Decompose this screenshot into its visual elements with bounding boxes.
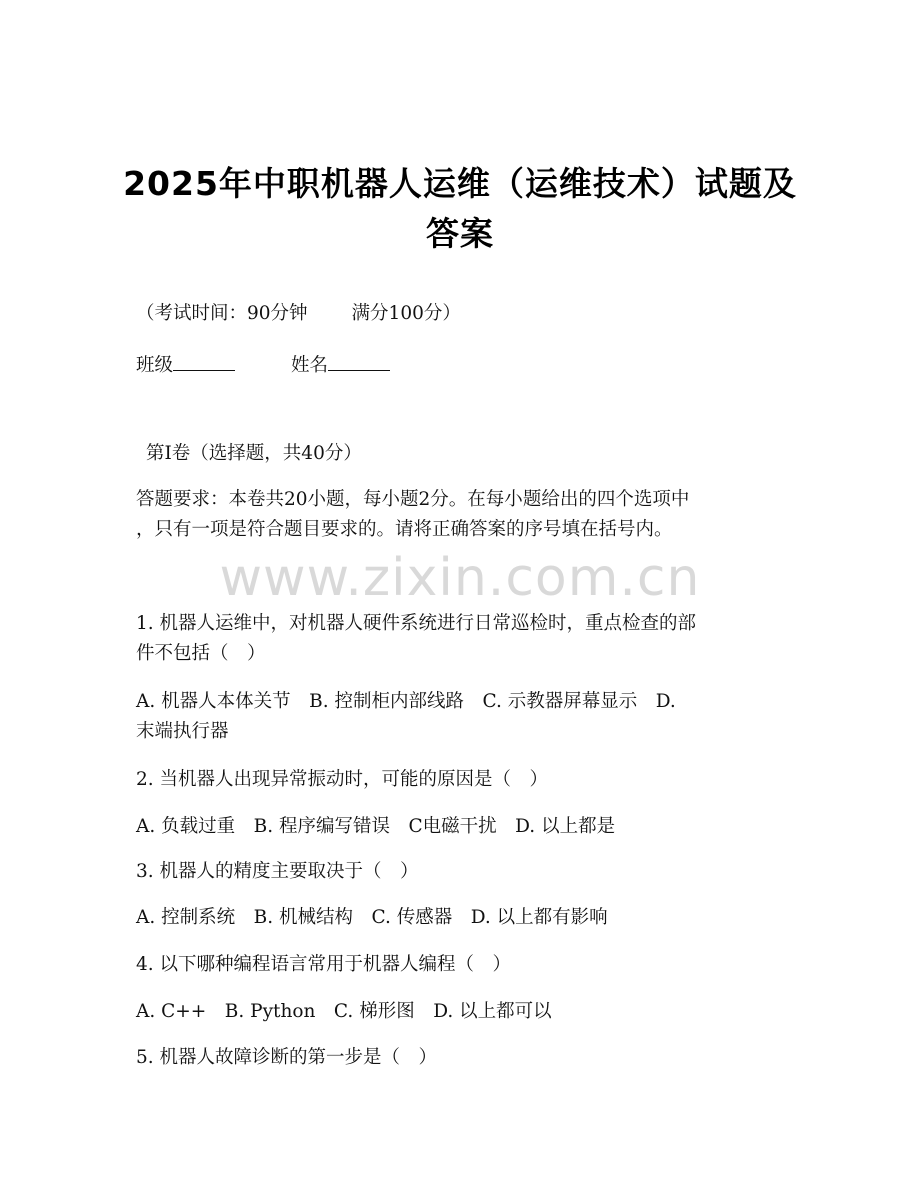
class-label: 班级 xyxy=(136,355,174,376)
question-1-options-line-2: 末端执行器 xyxy=(136,721,229,742)
document-title-line-1: 2025年中职机器人运维（运维技术）试题及 xyxy=(123,164,797,203)
student-info xyxy=(136,352,796,378)
exam-score: 满分100分） xyxy=(351,303,461,324)
name-blank[interactable] xyxy=(328,352,390,371)
question-3-stem: 3. 机器人的精度主要取决于（ ） xyxy=(136,861,419,882)
instructions-line-2: ，只有一项是符合题目要求的。请将正确答案的序号填在括号内。 xyxy=(136,519,673,540)
instructions-line-1: 答题要求：本卷共20小题，每小题2分。在每小题给出的四个选项中 xyxy=(136,489,690,510)
watermark: www.zixin.com.cn xyxy=(219,548,701,608)
name-label: 姓名 xyxy=(291,355,329,376)
question-2-options: A. 负载过重 B. 程序编写错误 C电磁干扰 D. 以上都是 xyxy=(136,816,616,837)
document-title-line-2: 答案 xyxy=(426,214,494,253)
question-1-stem-line-2: 件不包括（ ） xyxy=(136,643,266,664)
question-3-options: A. 控制系统 B. 机械结构 C. 传感器 D. 以上都有影响 xyxy=(136,907,608,928)
question-1-stem-line-1: 1. 机器人运维中，对机器人硬件系统进行日常巡检时，重点检查的部 xyxy=(136,613,697,634)
question-4-options: A. C++ B. Python C. 梯形图 D. 以上都可以 xyxy=(136,1001,552,1022)
question-5-stem: 5. 机器人故障诊断的第一步是（ ） xyxy=(136,1047,438,1068)
exam-info xyxy=(136,302,796,326)
class-blank[interactable] xyxy=(173,352,235,371)
question-2-stem: 2. 当机器人出现异常振动时，可能的原因是（ ） xyxy=(136,769,549,790)
question-4-stem: 4. 以下哪种编程语言常用于机器人编程（ ） xyxy=(136,954,512,975)
question-1-options-line-1: A. 机器人本体关节 B. 控制柜内部线路 C. 示教器屏幕显示 D. xyxy=(136,691,676,712)
section-heading: 第I卷（选择题，共40分） xyxy=(146,443,362,464)
exam-time: （考试时间：90分钟 xyxy=(136,303,308,324)
